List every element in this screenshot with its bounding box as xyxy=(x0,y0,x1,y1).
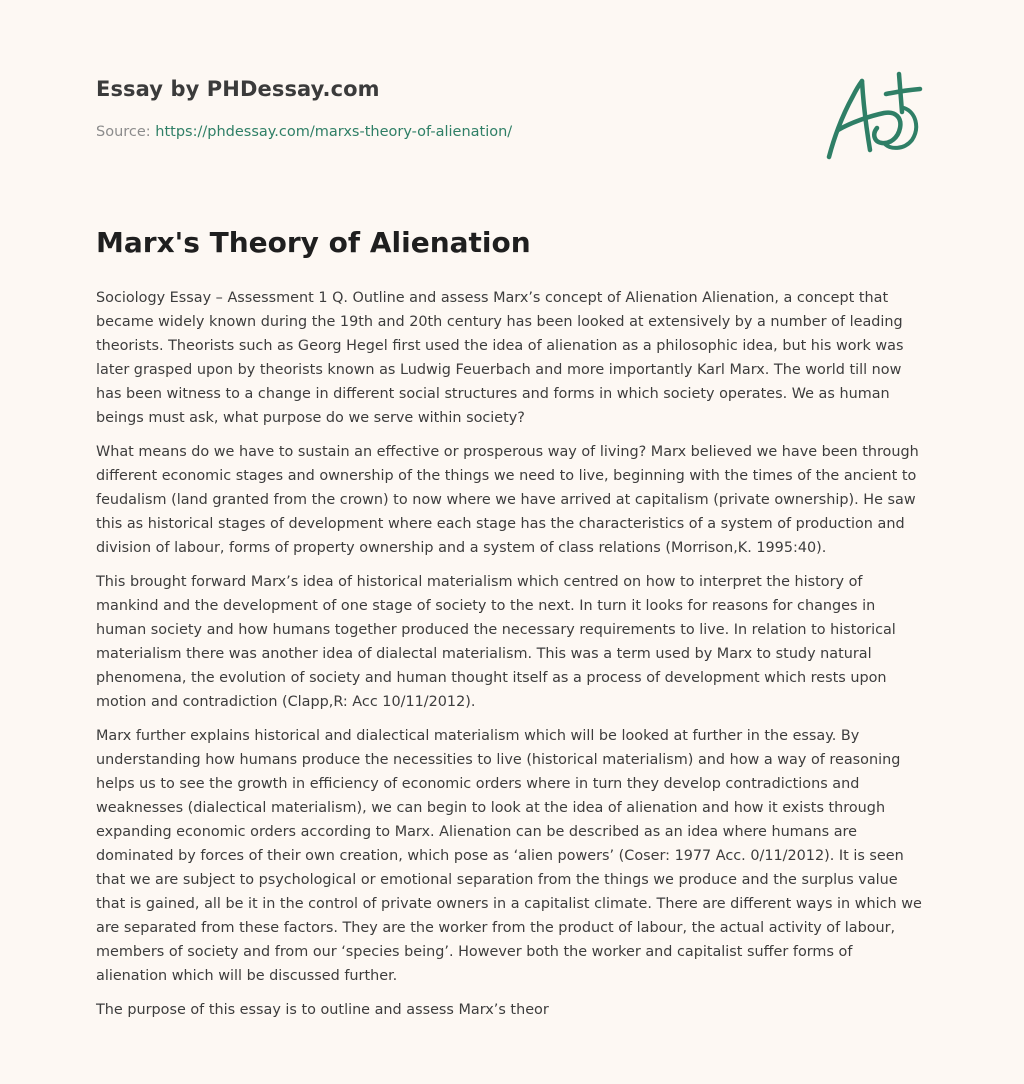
site-name: Essay by PHDessay.com xyxy=(96,77,380,101)
a-plus-logo-icon xyxy=(820,68,930,168)
essay-paragraph: Marx further explains historical and dialectical materialism which will be looked at further in the essay. By understanding how humans produce the necessities to live (historical materialism) and how a way of reasoning helps us to see the growth in efficiency of economic orders where in turn they develop contradictions and weaknesses (dialectical materialism), we can begin to look at the idea of alienation and how it exists through expanding economic orders according to Marx. Alienation can be described as an idea where humans are dominated by forces of their own creation, which pose as ‘alien powers’ (Coser: 1977 Acc. 0/11/2012). It is seen that we are subject to psychological or emotional separation from the things we produce and the surplus value that is gained, all be it in the control of private owners in a capitalist climate. There are different ways in which we are separated from these factors. They are the worker from the product of labour, the actual activity of labour, members of society and from our ‘species being’. However both the worker and capitalist suffer forms of alienation which will be discussed further. xyxy=(96,728,922,984)
source-line xyxy=(96,124,512,140)
essay-paragraph: What means do we have to sustain an effective or prosperous way of living? Marx believed we have been through different economic stages and ownership of the things we need to live, beginning with the times of the ancient to feudalism (land granted from the crown) to now where we have arrived at capitalism (private ownership). He saw this as historical stages of development where each stage has the characteristics of a system of production and division of labour, forms of property ownership and a system of class relations (Morrison,K. 1995:40). xyxy=(96,444,919,556)
essay-paragraph: This brought forward Marx’s idea of historical materialism which centred on how to interpret the history of mankind and the development of one stage of society to the next. In turn it looks for reasons for changes in human society and how humans together produced the necessary requirements to live. In relation to historical materialism there was another idea of dialectal materialism. This was a term used by Marx to study natural phenomena, the evolution of society and human thought itself as a process of development which rests upon motion and contradiction (Clapp,R: Acc 10/11/2012). xyxy=(96,574,896,710)
essay-paragraph: Sociology Essay – Assessment 1 Q. Outline and assess Marx’s concept of Alienation Alienation, a concept that became widely known during the 19th and 20th century has been looked at extensively by a number of leading theorists. Theorists such as Georg Hegel first used the idea of alienation as a philosophic idea, but his work was later grasped upon by theorists known as Ludwig Feuerbach and more importantly Karl Marx. The world till now has been witness to a change in different social structures and forms in which society operates. We as human beings must ask, what purpose do we serve within society? xyxy=(96,290,904,426)
source-link[interactable]: https://phdessay.com/marxs-theory-of-alienation/ xyxy=(155,124,513,140)
essay-title: Marx's Theory of Alienation xyxy=(96,226,531,259)
essay-body xyxy=(96,286,926,1032)
source-label: Source: xyxy=(96,124,156,140)
essay-paragraph: The purpose of this essay is to outline and assess Marx’s theor xyxy=(96,1002,549,1018)
